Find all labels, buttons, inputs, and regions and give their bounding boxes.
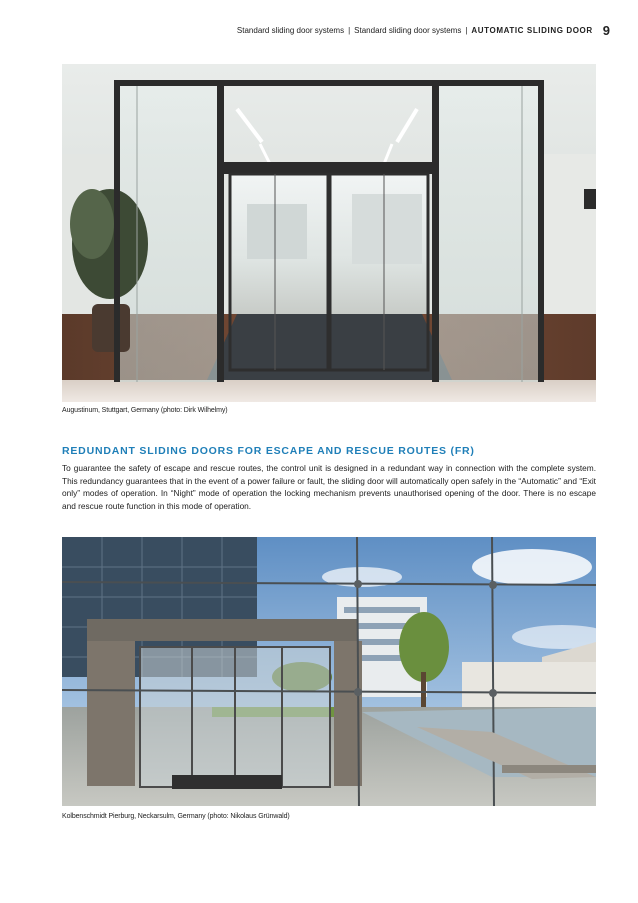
section-heading: REDUNDANT SLIDING DOORS FOR ESCAPE AND RESCUE ROUTES (FR) [62, 445, 475, 457]
photo-caption: Augustinum, Stuttgart, Germany (photo: Dirk Wilhelmy) [62, 407, 228, 414]
photo-glass-facade-exterior [62, 537, 596, 806]
breadcrumb-separator: | [465, 25, 468, 35]
photo-exterior-illustration [62, 537, 596, 806]
breadcrumb-1: Standard sliding door systems [236, 25, 345, 35]
breadcrumb-2: Standard sliding door systems [354, 25, 462, 35]
running-header [237, 22, 610, 38]
photo-sliding-door-interior [62, 64, 596, 402]
photo-caption: Kolbenschmidt Pierburg, Neckarsulm, Germany (photo: Nikolaus Grünwald) [62, 813, 290, 820]
page-number: 9 [602, 22, 610, 38]
breadcrumb-current: AUTOMATIC SLIDING DOOR [471, 25, 593, 35]
breadcrumb-separator: | [348, 25, 351, 35]
section-body: To guarantee the safety of escape and rescue routes, the control unit is designed in a redundant way in connection with the complete system. This redundancy guarantees that in the event of a power failure or fault, the sliding door will automatically open safely in the “Automatic” and “Exit only” modes of operation. In “Night” mode of operation the locking mechanism prevents unauthorised opening of the door. There is no escape and rescue route function in this mode of operation. [62, 463, 596, 511]
photo-interior-illustration [62, 64, 596, 402]
